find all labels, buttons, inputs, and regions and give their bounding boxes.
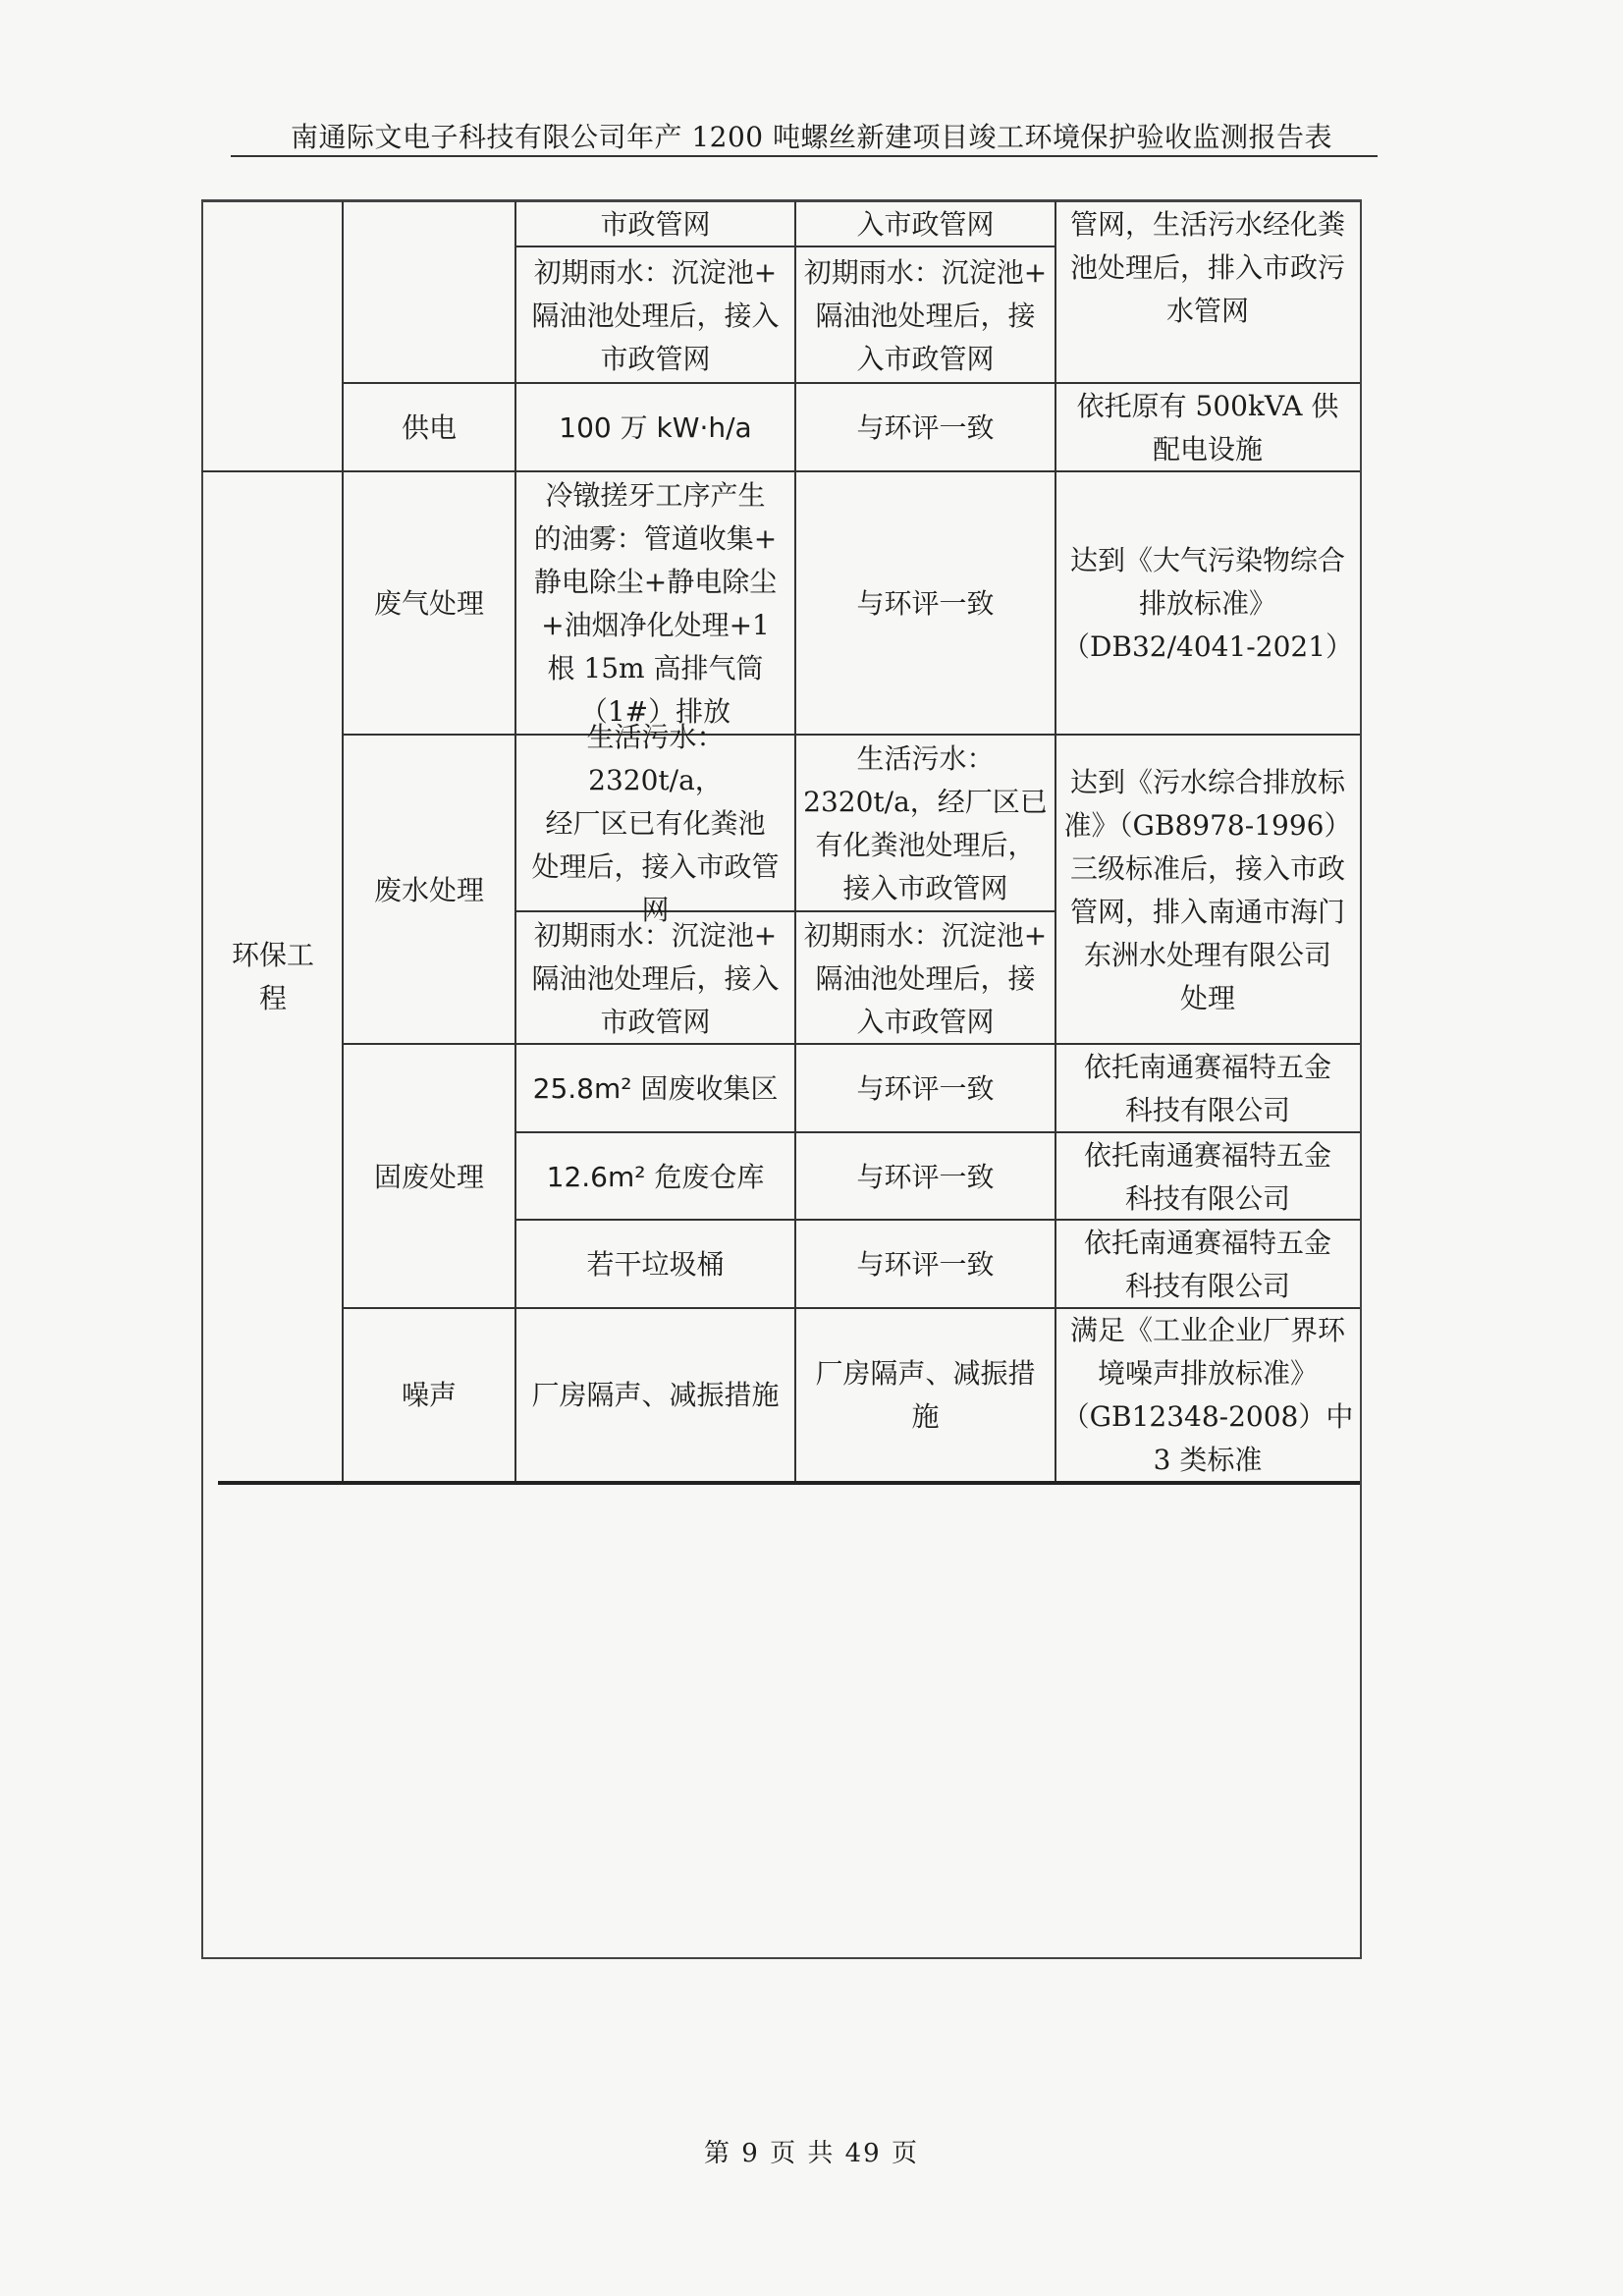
- solid-waste-row-1-note: 依托南通赛福特五金 科技有限公司: [1083, 1051, 1331, 1126]
- solid-waste-row-1-actual: 与环评一致: [856, 1072, 995, 1105]
- solid-waste-row-2-note: 依托南通赛福特五金 科技有限公司: [1083, 1138, 1331, 1215]
- noise-design: 厂房隔声、减振措施: [531, 1379, 780, 1411]
- solid-waste-row-2-design: 12.6m² 危废仓库: [546, 1160, 765, 1193]
- waste-water-rain-design: 初期雨水：沉淀池+ 隔油池处理后，接入 市政管网: [531, 918, 780, 1038]
- ww-rain-design-top: 初期雨水：沉淀池+ 隔油池处理后，接入 市政管网: [531, 255, 780, 375]
- waste-gas-note: 达到《大气污染物综合 排放标准》 （DB32/4041-2021）: [1061, 544, 1354, 663]
- ww-domestic-design-tail: 市政管网: [600, 208, 711, 241]
- power-note: 依托原有 500kVA 供 配电设施: [1076, 390, 1339, 465]
- solid-waste-row-3-design: 若干垃圾桶: [586, 1248, 725, 1281]
- power-actual: 与环评一致: [856, 411, 995, 444]
- waste-water-domestic-actual: 生活污水： 2320t/a，经厂区已 有化粪池处理后， 接入市政管网: [803, 742, 1048, 904]
- solid-waste-row-2-actual: 与环评一致: [856, 1160, 995, 1193]
- solid-waste-row-3-note: 依托南通赛福特五金 科技有限公司: [1083, 1227, 1331, 1302]
- waste-water-rain-actual: 初期雨水：沉淀池+ 隔油池处理后，接 入市政管网: [803, 918, 1048, 1038]
- power-design: 100 万 kW·h/a: [559, 411, 752, 444]
- section-label-env-engineering: 环保工 程: [231, 939, 314, 1014]
- waste-water-label: 废水处理: [373, 873, 484, 906]
- ww-rain-actual-top: 初期雨水：沉淀池+ 隔油池处理后，接 入市政管网: [803, 255, 1048, 375]
- waste-gas-label: 废气处理: [373, 587, 484, 620]
- noise-label: 噪声: [401, 1379, 457, 1411]
- waste-water-domestic-design: 生活污水：2320t/a， 经厂区已有化粪池 处理后，接入市政管 网: [531, 721, 780, 926]
- noise-note: 满足《工业企业厂界环 境噪声排放标准》 （GB12348-2008）中 3 类标准: [1061, 1314, 1354, 1476]
- solid-waste-label: 固废处理: [373, 1160, 484, 1193]
- ww-domestic-actual-tail: 入市政管网: [856, 208, 995, 241]
- waste-gas-design: 冷镦搓牙工序产生 的油雾：管道收集+ 静电除尘+静电除尘 +油烟净化处理+1 根 15m 高排气筒 （1#）排放: [533, 479, 778, 728]
- power-label: 供电: [401, 411, 457, 444]
- solid-waste-row-1-design: 25.8m² 固废收集区: [532, 1072, 779, 1105]
- noise-actual: 厂房隔声、减振措 施: [815, 1357, 1036, 1433]
- page-number: 第 9 页 共 49 页: [704, 2139, 919, 2168]
- waste-gas-actual: 与环评一致: [856, 587, 995, 620]
- ww-note-top: 管网，生活污水经化粪 池处理后，排入市政污 水管网: [1069, 208, 1345, 327]
- solid-waste-row-3-actual: 与环评一致: [856, 1248, 995, 1281]
- waste-water-note: 达到《污水综合排放标 准》（GB8978-1996） 三级标准后，接入市政 管网，排入南通市海门 东洲水处理有限公司 处理: [1063, 765, 1352, 1014]
- report-header-title: 南通际文电子科技有限公司年产 1200 吨螺丝新建项目竣工环境保护验收监测报告表: [290, 121, 1333, 153]
